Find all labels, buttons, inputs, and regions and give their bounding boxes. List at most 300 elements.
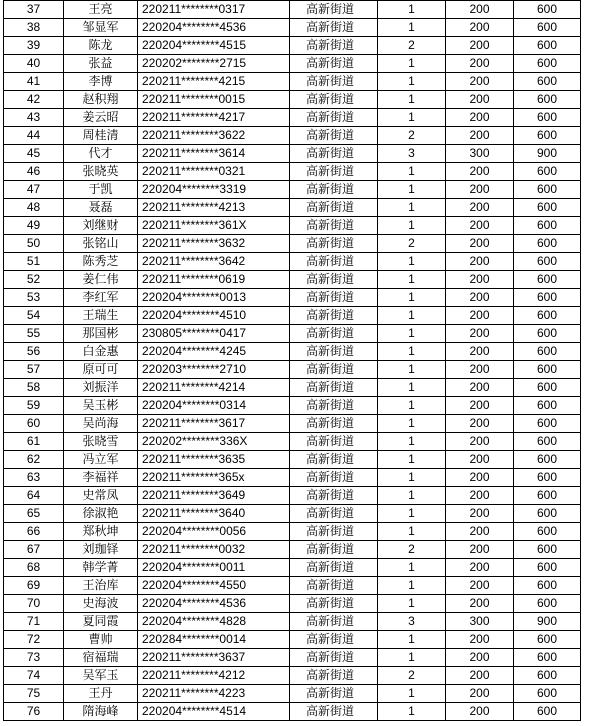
street-cell: 高新街道	[290, 523, 378, 541]
row-number-cell: 38	[4, 19, 64, 37]
id-number-cell: 220211********3649	[138, 487, 290, 505]
name-cell: 曹帅	[64, 631, 138, 649]
count-cell: 1	[378, 487, 446, 505]
id-number-cell: 220211********3642	[138, 253, 290, 271]
id-number-cell: 220211********361X	[138, 217, 290, 235]
table-row	[4, 253, 581, 271]
amount-cell: 600	[514, 19, 581, 37]
row-number-cell: 64	[4, 487, 64, 505]
row-number-cell: 45	[4, 145, 64, 163]
count-cell: 1	[378, 199, 446, 217]
standard-cell: 200	[446, 451, 514, 469]
standard-cell: 200	[446, 127, 514, 145]
table-row	[4, 559, 581, 577]
id-number-cell: 220204********0314	[138, 397, 290, 415]
name-cell: 夏同霞	[64, 613, 138, 631]
street-cell: 高新街道	[290, 181, 378, 199]
table-row	[4, 361, 581, 379]
table-row	[4, 343, 581, 361]
row-number-cell: 76	[4, 703, 64, 721]
id-number-cell: 220211********4213	[138, 199, 290, 217]
id-number-cell: 220211********3622	[138, 127, 290, 145]
count-cell: 1	[378, 631, 446, 649]
street-cell: 高新街道	[290, 55, 378, 73]
amount-cell: 600	[514, 109, 581, 127]
count-cell: 1	[378, 307, 446, 325]
street-cell: 高新街道	[290, 667, 378, 685]
name-cell: 陈秀芝	[64, 253, 138, 271]
amount-cell: 600	[514, 685, 581, 703]
count-cell: 3	[378, 613, 446, 631]
table-row	[4, 379, 581, 397]
id-number-cell: 220211********4214	[138, 379, 290, 397]
table-row	[4, 649, 581, 667]
name-cell: 张晓雪	[64, 433, 138, 451]
table-row	[4, 235, 581, 253]
id-number-cell: 220211********0619	[138, 271, 290, 289]
id-number-cell: 220202********336X	[138, 433, 290, 451]
table-row	[4, 667, 581, 685]
table-row	[4, 415, 581, 433]
standard-cell: 200	[446, 37, 514, 55]
row-number-cell: 51	[4, 253, 64, 271]
name-cell: 张晓英	[64, 163, 138, 181]
standard-cell: 200	[446, 235, 514, 253]
amount-cell: 600	[514, 559, 581, 577]
street-cell: 高新街道	[290, 73, 378, 91]
standard-cell: 200	[446, 307, 514, 325]
table-row	[4, 109, 581, 127]
count-cell: 1	[378, 433, 446, 451]
amount-cell: 600	[514, 487, 581, 505]
id-number-cell: 220211********3635	[138, 451, 290, 469]
beneficiary-table	[3, 0, 581, 721]
table-row	[4, 145, 581, 163]
id-number-cell: 220204********4536	[138, 595, 290, 613]
id-number-cell: 220204********4514	[138, 703, 290, 721]
amount-cell: 600	[514, 127, 581, 145]
standard-cell: 200	[446, 55, 514, 73]
standard-cell: 200	[446, 379, 514, 397]
row-number-cell: 40	[4, 55, 64, 73]
street-cell: 高新街道	[290, 415, 378, 433]
street-cell: 高新街道	[290, 145, 378, 163]
id-number-cell: 220211********365x	[138, 469, 290, 487]
count-cell: 1	[378, 109, 446, 127]
table-row	[4, 127, 581, 145]
table-row	[4, 181, 581, 199]
row-number-cell: 55	[4, 325, 64, 343]
count-cell: 1	[378, 703, 446, 721]
row-number-cell: 68	[4, 559, 64, 577]
street-cell: 高新街道	[290, 649, 378, 667]
table-row	[4, 433, 581, 451]
id-number-cell: 220211********3640	[138, 505, 290, 523]
name-cell: 吴军玉	[64, 667, 138, 685]
standard-cell: 200	[446, 199, 514, 217]
name-cell: 吴玉彬	[64, 397, 138, 415]
amount-cell: 600	[514, 577, 581, 595]
table-row	[4, 577, 581, 595]
count-cell: 1	[378, 595, 446, 613]
count-cell: 1	[378, 505, 446, 523]
count-cell: 1	[378, 1, 446, 19]
count-cell: 1	[378, 91, 446, 109]
street-cell: 高新街道	[290, 307, 378, 325]
table-row	[4, 685, 581, 703]
table-row	[4, 19, 581, 37]
count-cell: 1	[378, 253, 446, 271]
table-row	[4, 487, 581, 505]
standard-cell: 200	[446, 163, 514, 181]
standard-cell: 200	[446, 703, 514, 721]
name-cell: 刘珈铎	[64, 541, 138, 559]
amount-cell: 600	[514, 433, 581, 451]
standard-cell: 200	[446, 667, 514, 685]
count-cell: 1	[378, 289, 446, 307]
street-cell: 高新街道	[290, 37, 378, 55]
row-number-cell: 53	[4, 289, 64, 307]
street-cell: 高新街道	[290, 289, 378, 307]
street-cell: 高新街道	[290, 487, 378, 505]
street-cell: 高新街道	[290, 325, 378, 343]
id-number-cell: 220211********0317	[138, 1, 290, 19]
table-row	[4, 523, 581, 541]
id-number-cell: 220211********3617	[138, 415, 290, 433]
id-number-cell: 220211********4215	[138, 73, 290, 91]
row-number-cell: 66	[4, 523, 64, 541]
standard-cell: 200	[446, 631, 514, 649]
name-cell: 姜仁伟	[64, 271, 138, 289]
street-cell: 高新街道	[290, 559, 378, 577]
standard-cell: 200	[446, 361, 514, 379]
count-cell: 1	[378, 469, 446, 487]
id-number-cell: 220204********4515	[138, 37, 290, 55]
street-cell: 高新街道	[290, 217, 378, 235]
name-cell: 于凯	[64, 181, 138, 199]
name-cell: 韩学菁	[64, 559, 138, 577]
table-row	[4, 541, 581, 559]
street-cell: 高新街道	[290, 127, 378, 145]
standard-cell: 200	[446, 73, 514, 91]
standard-cell: 200	[446, 541, 514, 559]
street-cell: 高新街道	[290, 91, 378, 109]
street-cell: 高新街道	[290, 379, 378, 397]
count-cell: 1	[378, 343, 446, 361]
table-row	[4, 73, 581, 91]
name-cell: 郑秋坤	[64, 523, 138, 541]
street-cell: 高新街道	[290, 703, 378, 721]
name-cell: 张益	[64, 55, 138, 73]
row-number-cell: 39	[4, 37, 64, 55]
standard-cell: 200	[446, 559, 514, 577]
id-number-cell: 220211********4223	[138, 685, 290, 703]
street-cell: 高新街道	[290, 433, 378, 451]
amount-cell: 600	[514, 199, 581, 217]
row-number-cell: 46	[4, 163, 64, 181]
count-cell: 2	[378, 541, 446, 559]
standard-cell: 200	[446, 181, 514, 199]
id-number-cell: 220203********2710	[138, 361, 290, 379]
name-cell: 原可可	[64, 361, 138, 379]
street-cell: 高新街道	[290, 19, 378, 37]
row-number-cell: 41	[4, 73, 64, 91]
table-row	[4, 631, 581, 649]
id-number-cell: 220211********0321	[138, 163, 290, 181]
id-number-cell: 220204********3319	[138, 181, 290, 199]
amount-cell: 600	[514, 703, 581, 721]
street-cell: 高新街道	[290, 595, 378, 613]
table-row	[4, 613, 581, 631]
street-cell: 高新街道	[290, 343, 378, 361]
standard-cell: 300	[446, 145, 514, 163]
id-number-cell: 220211********4217	[138, 109, 290, 127]
row-number-cell: 65	[4, 505, 64, 523]
table-row	[4, 289, 581, 307]
amount-cell: 600	[514, 361, 581, 379]
row-number-cell: 63	[4, 469, 64, 487]
amount-cell: 600	[514, 415, 581, 433]
street-cell: 高新街道	[290, 1, 378, 19]
standard-cell: 200	[446, 1, 514, 19]
id-number-cell: 220211********0015	[138, 91, 290, 109]
street-cell: 高新街道	[290, 361, 378, 379]
name-cell: 刘振洋	[64, 379, 138, 397]
count-cell: 2	[378, 667, 446, 685]
street-cell: 高新街道	[290, 613, 378, 631]
table-row	[4, 325, 581, 343]
name-cell: 周桂清	[64, 127, 138, 145]
name-cell: 李红军	[64, 289, 138, 307]
street-cell: 高新街道	[290, 451, 378, 469]
row-number-cell: 50	[4, 235, 64, 253]
standard-cell: 300	[446, 613, 514, 631]
amount-cell: 600	[514, 1, 581, 19]
id-number-cell: 220204********4510	[138, 307, 290, 325]
table-row	[4, 307, 581, 325]
name-cell: 赵积翔	[64, 91, 138, 109]
amount-cell: 600	[514, 469, 581, 487]
name-cell: 吴尚海	[64, 415, 138, 433]
name-cell: 张铭山	[64, 235, 138, 253]
table-row	[4, 163, 581, 181]
id-number-cell: 220204********0013	[138, 289, 290, 307]
table-row	[4, 703, 581, 721]
name-cell: 隋海峰	[64, 703, 138, 721]
street-cell: 高新街道	[290, 541, 378, 559]
row-number-cell: 60	[4, 415, 64, 433]
amount-cell: 600	[514, 595, 581, 613]
name-cell: 姜云昭	[64, 109, 138, 127]
name-cell: 刘继财	[64, 217, 138, 235]
standard-cell: 200	[446, 217, 514, 235]
table-row	[4, 217, 581, 235]
row-number-cell: 52	[4, 271, 64, 289]
row-number-cell: 59	[4, 397, 64, 415]
count-cell: 2	[378, 235, 446, 253]
count-cell: 1	[378, 577, 446, 595]
name-cell: 王瑞生	[64, 307, 138, 325]
row-number-cell: 71	[4, 613, 64, 631]
id-number-cell: 220211********3637	[138, 649, 290, 667]
table-row	[4, 1, 581, 19]
street-cell: 高新街道	[290, 505, 378, 523]
id-number-cell: 220211********3614	[138, 145, 290, 163]
street-cell: 高新街道	[290, 631, 378, 649]
standard-cell: 200	[446, 433, 514, 451]
standard-cell: 200	[446, 685, 514, 703]
row-number-cell: 73	[4, 649, 64, 667]
table-row	[4, 451, 581, 469]
standard-cell: 200	[446, 109, 514, 127]
id-number-cell: 220204********4245	[138, 343, 290, 361]
table-row	[4, 595, 581, 613]
data-table-container	[3, 0, 580, 721]
row-number-cell: 44	[4, 127, 64, 145]
amount-cell: 600	[514, 217, 581, 235]
amount-cell: 600	[514, 505, 581, 523]
count-cell: 1	[378, 163, 446, 181]
table-row	[4, 505, 581, 523]
row-number-cell: 54	[4, 307, 64, 325]
id-number-cell: 220202********2715	[138, 55, 290, 73]
count-cell: 1	[378, 55, 446, 73]
amount-cell: 600	[514, 397, 581, 415]
count-cell: 1	[378, 397, 446, 415]
amount-cell: 600	[514, 235, 581, 253]
row-number-cell: 56	[4, 343, 64, 361]
street-cell: 高新街道	[290, 109, 378, 127]
row-number-cell: 75	[4, 685, 64, 703]
street-cell: 高新街道	[290, 163, 378, 181]
table-row	[4, 199, 581, 217]
amount-cell: 600	[514, 325, 581, 343]
street-cell: 高新街道	[290, 577, 378, 595]
street-cell: 高新街道	[290, 271, 378, 289]
row-number-cell: 57	[4, 361, 64, 379]
amount-cell: 600	[514, 649, 581, 667]
street-cell: 高新街道	[290, 235, 378, 253]
name-cell: 那国彬	[64, 325, 138, 343]
standard-cell: 200	[446, 343, 514, 361]
standard-cell: 200	[446, 271, 514, 289]
standard-cell: 200	[446, 325, 514, 343]
row-number-cell: 48	[4, 199, 64, 217]
id-number-cell: 220204********4828	[138, 613, 290, 631]
amount-cell: 600	[514, 253, 581, 271]
row-number-cell: 61	[4, 433, 64, 451]
standard-cell: 200	[446, 505, 514, 523]
street-cell: 高新街道	[290, 469, 378, 487]
standard-cell: 200	[446, 649, 514, 667]
count-cell: 1	[378, 325, 446, 343]
row-number-cell: 69	[4, 577, 64, 595]
standard-cell: 200	[446, 523, 514, 541]
amount-cell: 600	[514, 523, 581, 541]
amount-cell: 600	[514, 271, 581, 289]
id-number-cell: 220204********4550	[138, 577, 290, 595]
id-number-cell: 230805********0417	[138, 325, 290, 343]
id-number-cell: 220204********0056	[138, 523, 290, 541]
id-number-cell: 220204********4536	[138, 19, 290, 37]
row-number-cell: 74	[4, 667, 64, 685]
row-number-cell: 72	[4, 631, 64, 649]
amount-cell: 600	[514, 541, 581, 559]
count-cell: 1	[378, 649, 446, 667]
row-number-cell: 43	[4, 109, 64, 127]
name-cell: 徐淑艳	[64, 505, 138, 523]
count-cell: 1	[378, 73, 446, 91]
street-cell: 高新街道	[290, 199, 378, 217]
amount-cell: 600	[514, 451, 581, 469]
count-cell: 2	[378, 127, 446, 145]
standard-cell: 200	[446, 91, 514, 109]
table-row	[4, 271, 581, 289]
name-cell: 史海波	[64, 595, 138, 613]
name-cell: 王丹	[64, 685, 138, 703]
standard-cell: 200	[446, 487, 514, 505]
standard-cell: 200	[446, 397, 514, 415]
standard-cell: 200	[446, 469, 514, 487]
table-row	[4, 37, 581, 55]
row-number-cell: 42	[4, 91, 64, 109]
standard-cell: 200	[446, 595, 514, 613]
amount-cell: 600	[514, 37, 581, 55]
amount-cell: 900	[514, 613, 581, 631]
amount-cell: 600	[514, 379, 581, 397]
amount-cell: 600	[514, 667, 581, 685]
id-number-cell: 220211********3632	[138, 235, 290, 253]
name-cell: 陈龙	[64, 37, 138, 55]
name-cell: 史常凤	[64, 487, 138, 505]
amount-cell: 600	[514, 55, 581, 73]
count-cell: 1	[378, 685, 446, 703]
table-row	[4, 397, 581, 415]
name-cell: 邹显军	[64, 19, 138, 37]
standard-cell: 200	[446, 289, 514, 307]
row-number-cell: 70	[4, 595, 64, 613]
amount-cell: 600	[514, 289, 581, 307]
row-number-cell: 58	[4, 379, 64, 397]
row-number-cell: 49	[4, 217, 64, 235]
count-cell: 1	[378, 19, 446, 37]
id-number-cell: 220211********0032	[138, 541, 290, 559]
table-body	[4, 1, 581, 721]
count-cell: 1	[378, 451, 446, 469]
standard-cell: 200	[446, 415, 514, 433]
count-cell: 1	[378, 271, 446, 289]
street-cell: 高新街道	[290, 685, 378, 703]
id-number-cell: 220211********4212	[138, 667, 290, 685]
amount-cell: 600	[514, 91, 581, 109]
name-cell: 王治库	[64, 577, 138, 595]
standard-cell: 200	[446, 253, 514, 271]
name-cell: 聂磊	[64, 199, 138, 217]
count-cell: 1	[378, 523, 446, 541]
name-cell: 宿福瑞	[64, 649, 138, 667]
table-row	[4, 469, 581, 487]
count-cell: 2	[378, 37, 446, 55]
count-cell: 1	[378, 379, 446, 397]
count-cell: 1	[378, 217, 446, 235]
row-number-cell: 47	[4, 181, 64, 199]
count-cell: 3	[378, 145, 446, 163]
table-row	[4, 91, 581, 109]
name-cell: 白金惠	[64, 343, 138, 361]
street-cell: 高新街道	[290, 253, 378, 271]
row-number-cell: 37	[4, 1, 64, 19]
street-cell: 高新街道	[290, 397, 378, 415]
